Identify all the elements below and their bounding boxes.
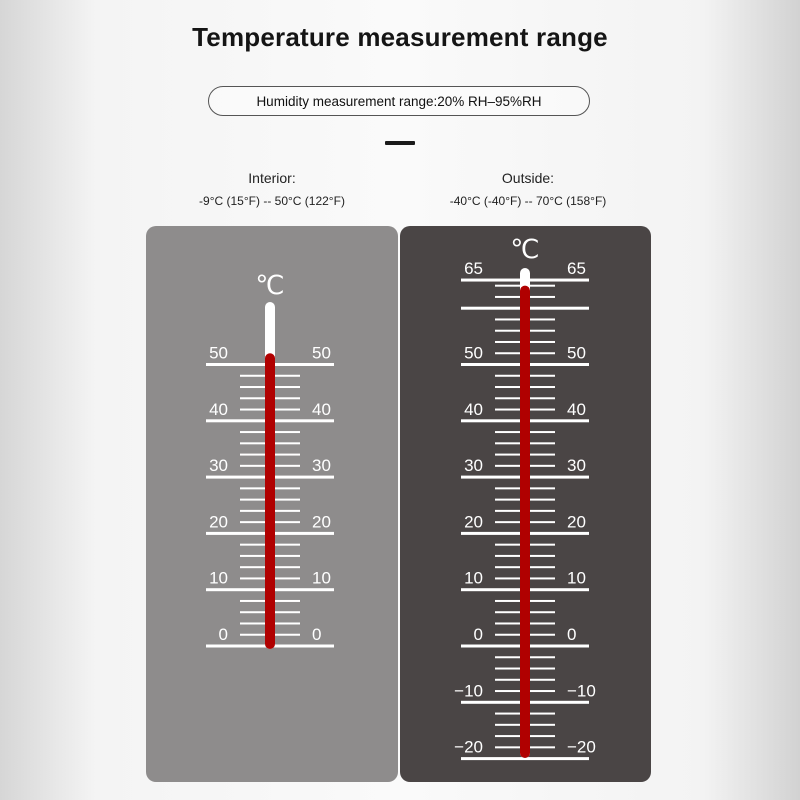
scale-label-right: 0 [312,625,322,644]
scale-label-left: 40 [209,399,228,419]
scale-label-left: 10 [209,568,228,588]
mercury-column [520,286,530,758]
scale-label-right: −10 [567,681,596,701]
scale-label-left: 30 [209,456,228,476]
scale-label-right: 30 [312,456,331,476]
scale-label-left: 65 [464,259,483,279]
scale-label-right: 0 [567,625,577,644]
interior-range-text: -9°C (15°F) -- 50°C (122°F) [199,194,345,208]
outside-heading: Outside: [501,170,555,186]
celsius-unit-label: ℃ [255,270,285,300]
scale-label-right: 20 [312,512,331,532]
scale-label-left: 20 [209,512,228,532]
page-title: Temperature measurement range [192,22,608,52]
scale-label-right: 50 [312,343,331,363]
scale-label-right: 40 [312,399,331,419]
scale-label-right: 10 [567,568,586,588]
mercury-column [265,353,275,649]
celsius-unit-label: ℃ [510,234,540,264]
scale-label-right: 40 [567,399,586,419]
outside-thermometer [454,234,596,760]
scale-label-right: 30 [567,456,586,476]
scale-label-left: 20 [464,512,483,532]
scale-label-left: 10 [464,568,483,588]
scale-label-right: −20 [567,737,596,757]
scale-label-left: 30 [464,456,483,476]
scale-label-left: 40 [464,399,483,419]
scale-label-left: −20 [454,737,483,757]
scale-label-left: 0 [473,625,483,644]
scale-label-right: 50 [567,343,586,363]
humidity-range-badge: Humidity measurement range:20% RH–95%RH [208,86,590,116]
interior-heading: Interior: [248,170,296,186]
scale-label-right: 10 [312,568,331,588]
interior-thermometer [206,270,334,649]
outside-range-text: -40°C (-40°F) -- 70°C (158°F) [449,194,607,208]
scale-label-left: 50 [209,343,228,363]
scale-label-right: 20 [567,512,586,532]
scale-label-left: −10 [454,681,483,701]
scale-label-left: 0 [218,625,228,644]
scale-label-left: 50 [464,343,483,363]
scale-label-right: 65 [567,259,586,279]
